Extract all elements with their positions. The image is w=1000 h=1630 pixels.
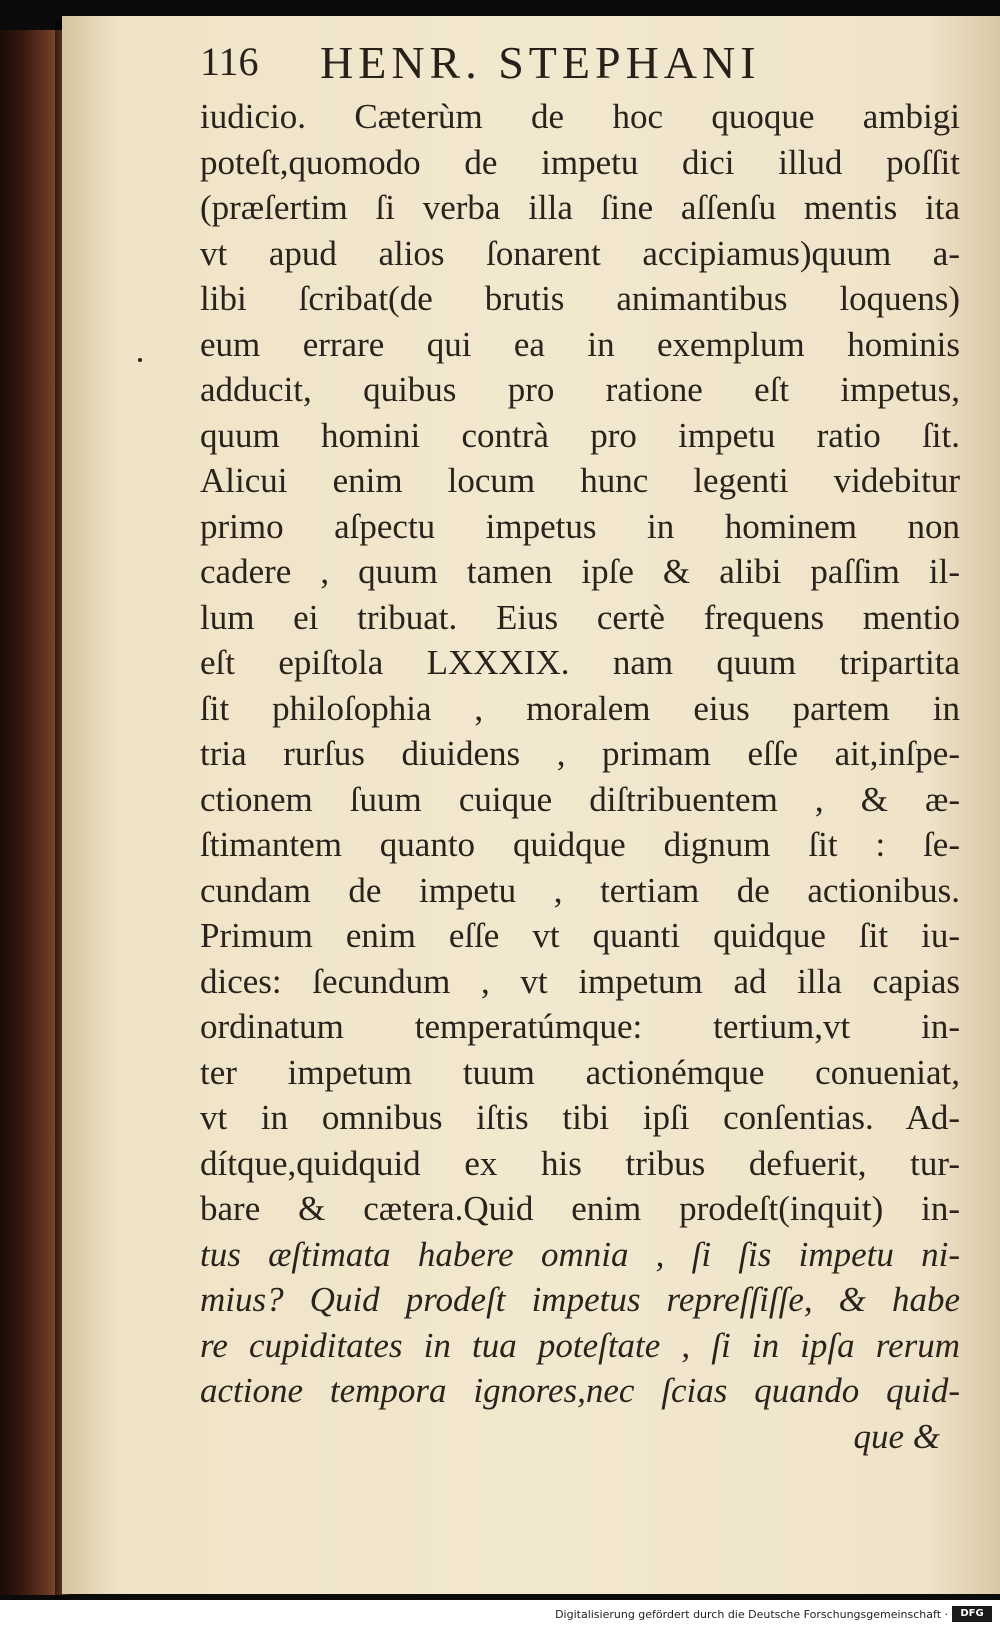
text-line: ter impetum tuum actionémque conueniat, (200, 1052, 960, 1092)
text-line: eum errare qui ea in exemplum hominis (200, 324, 960, 364)
funding-credit: Digitalisierung gefördert durch die Deutsche Forschungsgemeinschaft · (555, 1608, 948, 1621)
ink-speck (138, 358, 142, 362)
text-line: ctionem ſuum cuique diſtribuentem , & æ- (200, 779, 960, 819)
text-line: vt in omnibus iſtis tibi ipſi conſentias. Ad- (200, 1098, 960, 1137)
text-line-italic: mius? Quid prodeſt impetus repreſſiſſe, & habe (200, 1280, 960, 1319)
catchword: que & (853, 1416, 940, 1456)
running-title: HENR. STEPHANI (320, 37, 761, 88)
text-line-italic: re cupiditates in tua poteſtate , ſi in ipſa rerum (200, 1325, 960, 1365)
text-line: ordinatum temperatúmque: tertium,vt in- (200, 1007, 960, 1046)
text-line: Alicui enim locum hunc legenti videbitur (200, 461, 960, 500)
text-line: dítque,quidquid ex his tribus defuerit, tur- (200, 1143, 960, 1183)
text-line: ſtimantem quanto quidque dignum ſit : ſe- (200, 825, 960, 864)
text-line: adducit, quibus pro ratione eſt impetus, (200, 370, 960, 409)
text-line: eſt epiſtola LXXXIX. nam quum tripartita (200, 643, 960, 682)
text-line-italic: tus æſtimata habere omnia , ſi ſis impetu ni- (200, 1234, 960, 1274)
text-line: (præſertim ſi verba illa ſine aſſenſu mentis ita (200, 188, 960, 227)
body-text (200, 94, 960, 1459)
text-line: lum ei tribuat. Eius certè frequens mentio (200, 597, 960, 637)
text-line: quum homini contrà pro impetu ratio ſit. (200, 415, 960, 455)
text-line: poteſt,quomodo de impetu dici illud poſſit (200, 142, 960, 182)
digitization-footer (0, 1600, 1000, 1630)
text-line: tria rurſus diuidens , primam eſſe ait,inſpe- (200, 734, 960, 773)
page-number: 116 (200, 39, 259, 84)
text-line: cadere , quum tamen ipſe & alibi paſſim il- (200, 552, 960, 591)
text-line: vt apud alios ſonarent accipiamus)quum a- (200, 233, 960, 273)
text-line: cundam de impetu , tertiam de actionibus. (200, 870, 960, 910)
dfg-logo-icon: DFG (952, 1606, 992, 1622)
text-line: iudicio. Cæterùm de hoc quoque ambigi (200, 97, 960, 136)
text-line: Primum enim eſſe vt quanti quidque ſit iu- (200, 916, 960, 955)
text-line: bare & cætera.Quid enim prodeſt(inquit) in- (200, 1189, 960, 1228)
text-line: libi ſcribat(de brutis animantibus loquens) (200, 279, 960, 318)
text-line-italic: actione tempora ignores,nec ſcias quando quid- (200, 1371, 960, 1410)
text-line: ſit philoſophia , moralem eius partem in (200, 688, 960, 728)
text-line: dices: ſecundum , vt impetum ad illa capias (200, 961, 960, 1001)
text-line: primo aſpectu impetus in hominem non (200, 506, 960, 546)
page-header (200, 22, 860, 92)
